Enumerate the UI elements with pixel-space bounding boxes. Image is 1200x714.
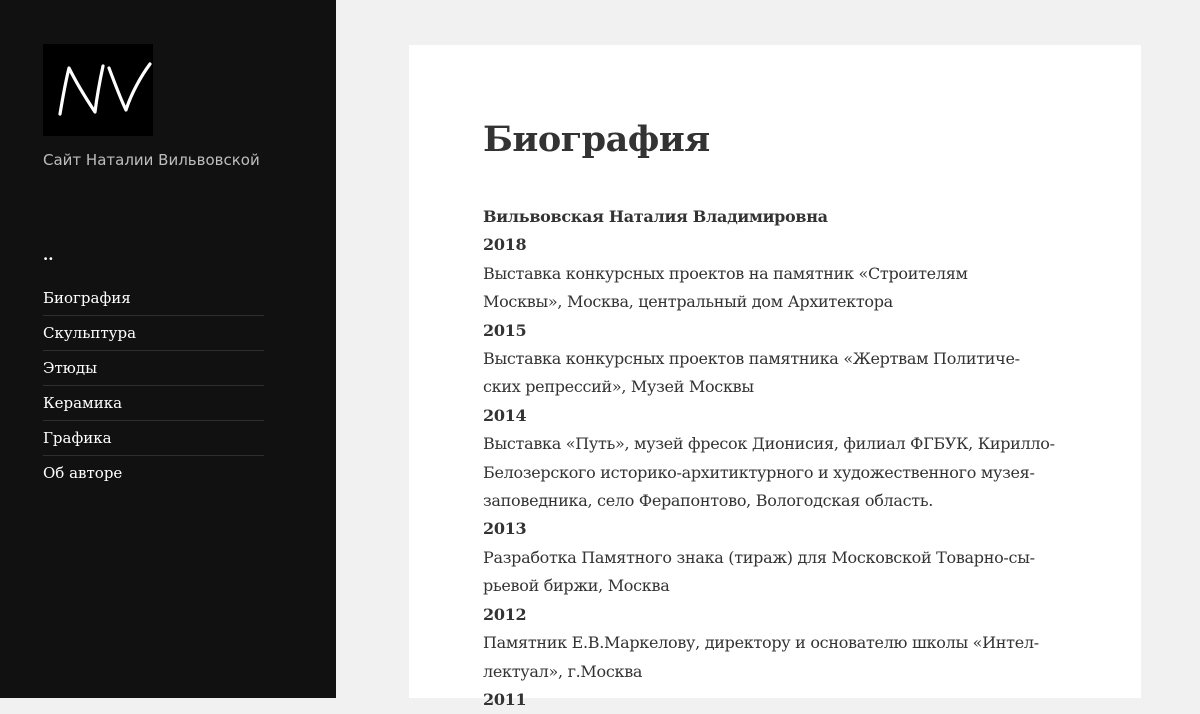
entry-text-line: заповедника, село Ферапонтово, Вологодская область. [483,491,934,511]
year-heading: 2018 [483,235,527,255]
menu-item [43,456,264,491]
menu-link-graphics[interactable]: Графика [43,429,112,447]
menu-link-ceramics[interactable]: Керамика [43,394,123,412]
entry-text-line: ских репрессий», Музей Москвы [483,377,754,397]
year-heading: 2011 [483,689,527,709]
entry-text-line: лектуал», г.Москва [483,661,643,681]
menu-link-biography[interactable]: Биография [43,289,131,307]
main-menu [43,281,264,491]
entry-text-line: Памятник Е.В.Маркелову, директору и основателю школы «Интел- [483,633,1039,653]
entry-text-line: Белозерского историко-архитиктурного и художественного музея- [483,462,1035,482]
entry-text-line: Выставка «Путь», музей фресок Дионисия, филиал ФГБУК, Кирилло- [483,434,1055,454]
menu-item [43,281,264,316]
menu-item [43,421,264,456]
entry-text-line: Разработка Памятного знака (тираж) для Московской Товарно-сы- [483,547,1035,567]
year-heading: 2013 [483,519,527,539]
logo-nv-icon [43,44,153,136]
author-name: Вильвовская Наталия Владимировна [483,207,828,226]
menu-item [43,316,264,351]
year-heading: 2014 [483,405,527,425]
menu-link-studies[interactable]: Этюды [43,359,98,377]
menu-item [43,351,264,386]
menu-parent-link[interactable]: .. [43,246,54,264]
sidebar [0,0,336,698]
site-logo[interactable] [43,44,153,136]
entry-text-line: Выставка конкурсных проектов памятника «Жертвам Политиче- [483,349,1020,369]
entry-text-line: рьевой биржи, Москва [483,576,670,596]
entry-text-line: Москвы», Москва, центральный дом Архитектора [483,292,893,312]
article-body [483,203,1073,714]
year-heading: 2015 [483,320,527,340]
menu-link-about[interactable]: Об авторе [43,464,123,482]
menu-item [43,386,264,421]
entry-text-line: Выставка конкурсных проектов на памятник «Строителям [483,263,968,283]
year-heading: 2012 [483,604,527,624]
site-description: Сайт Наталии Вильвовской [43,151,260,169]
menu-link-sculpture[interactable]: Скульптура [43,324,137,342]
main-content [409,45,1141,709]
page-title: Биография [483,119,710,160]
